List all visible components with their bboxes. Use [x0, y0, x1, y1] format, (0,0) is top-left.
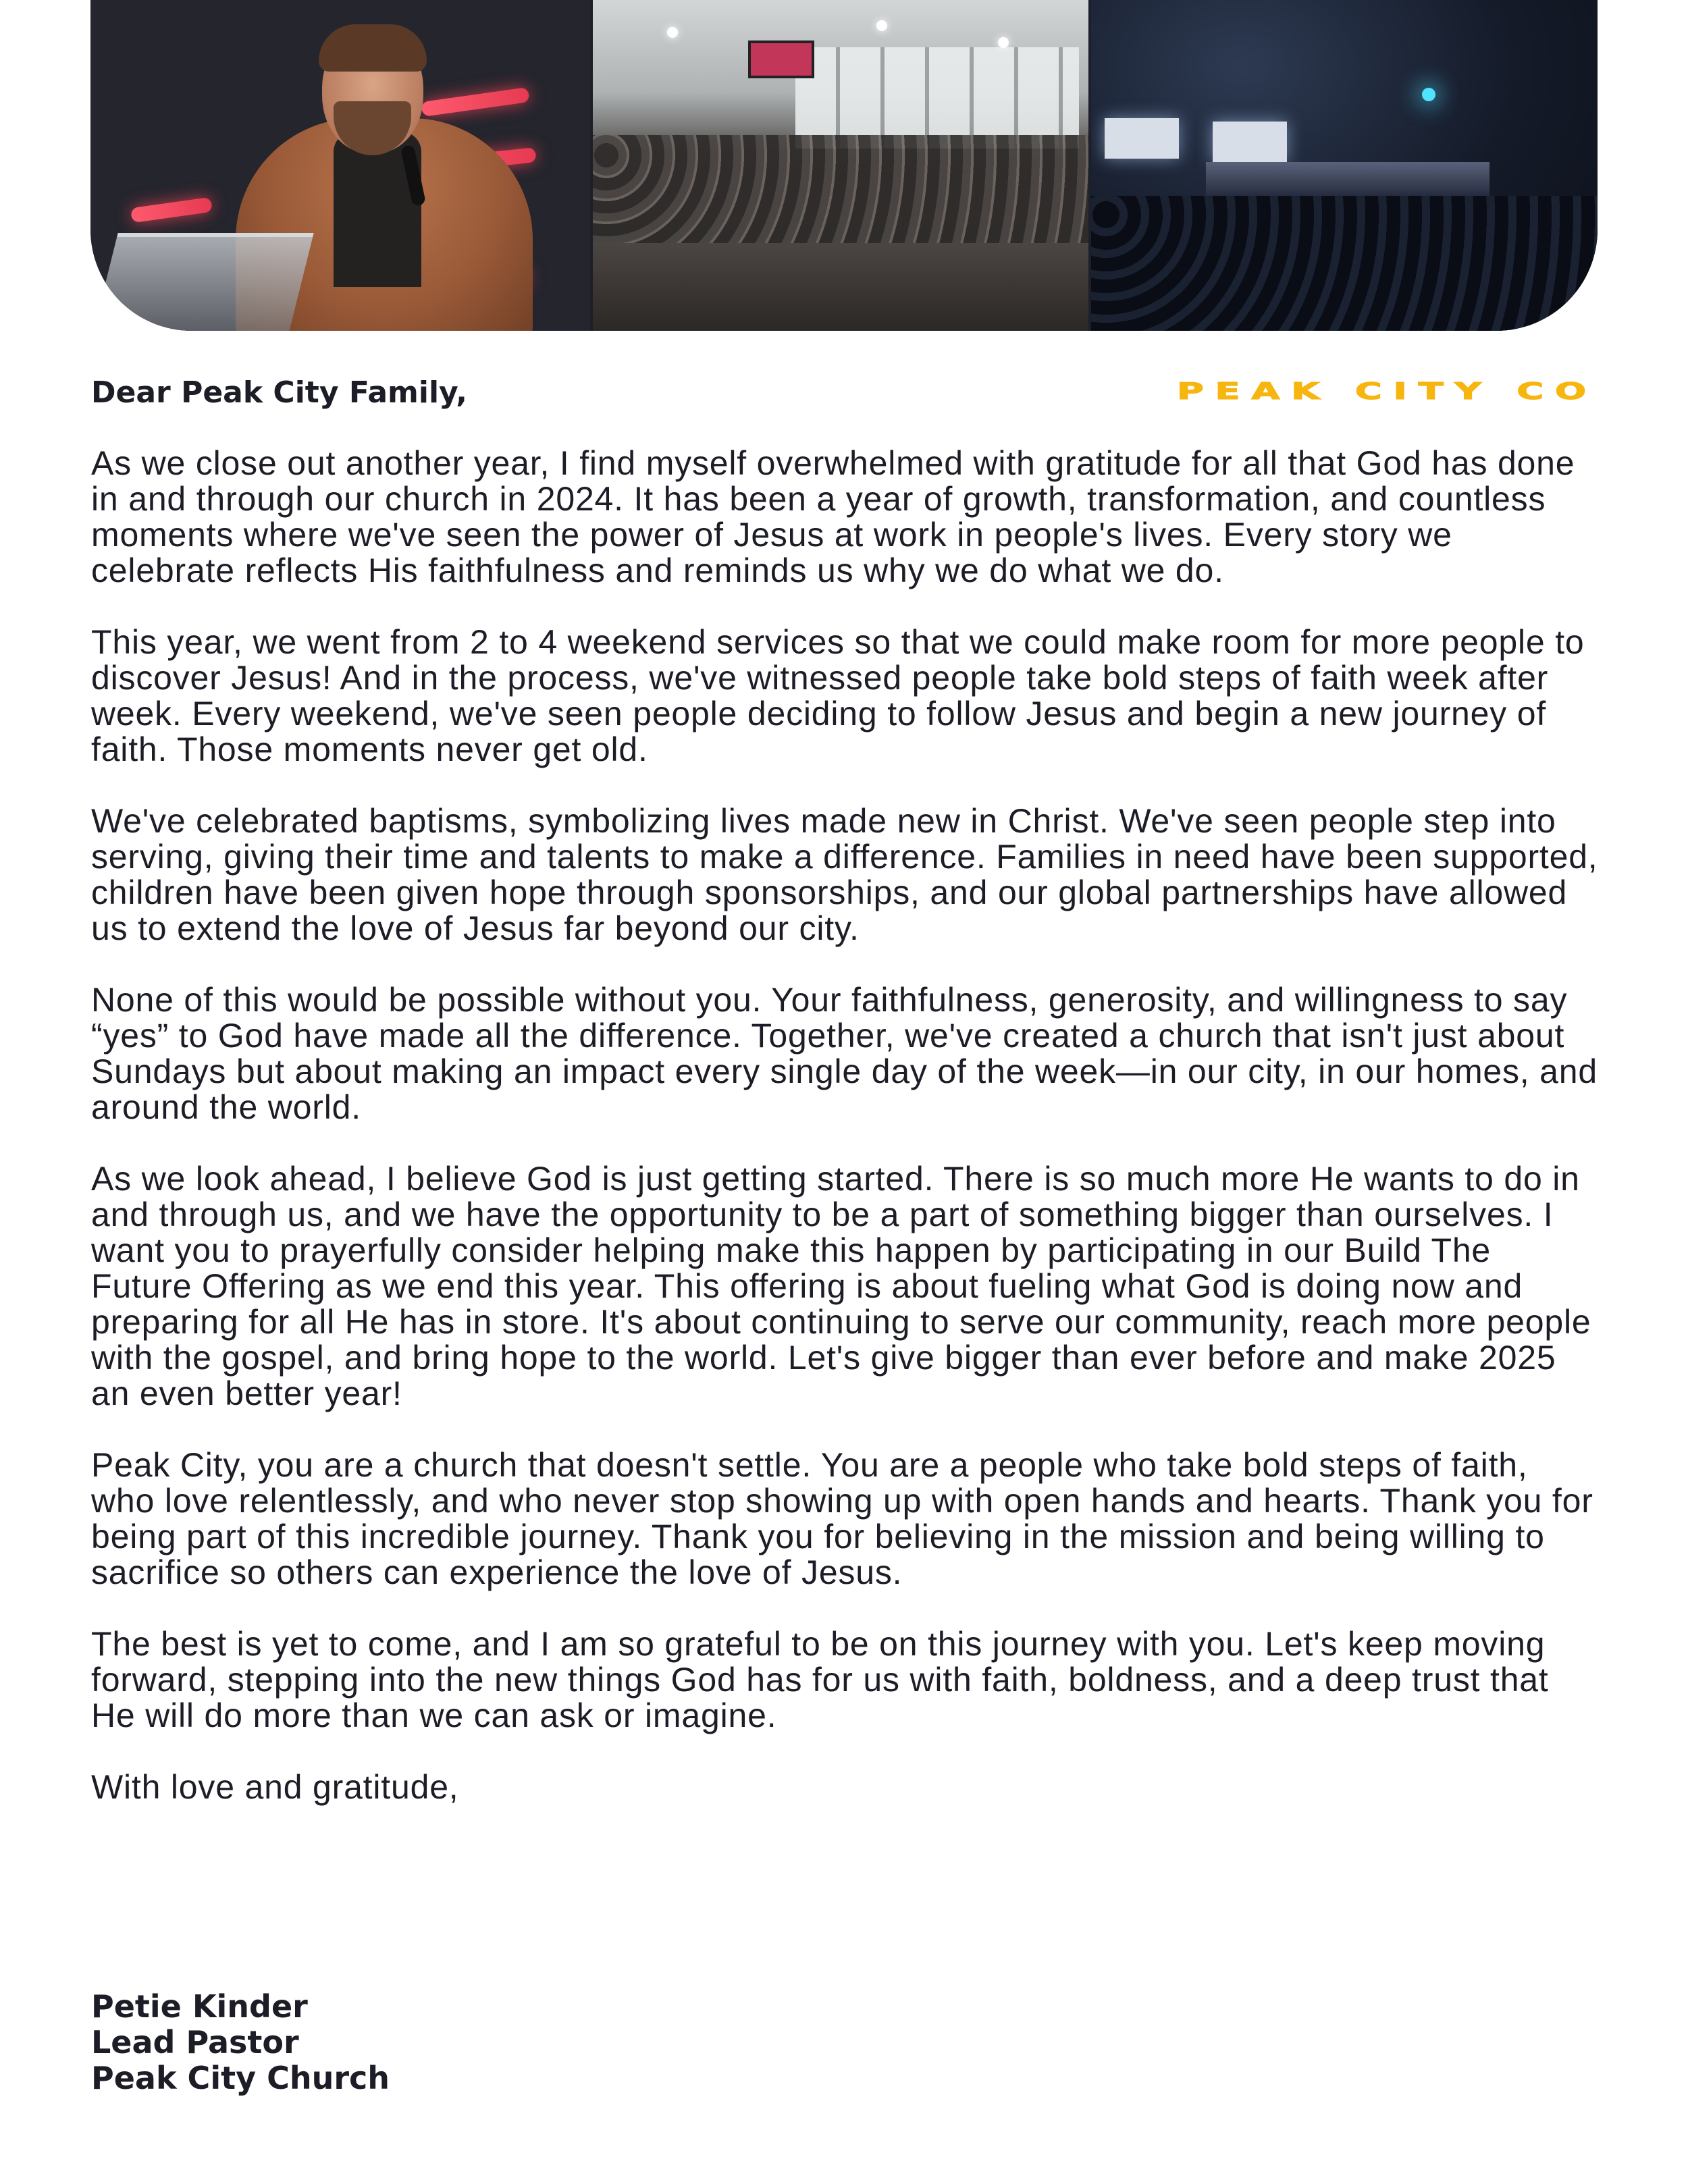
- stage-light: [1422, 88, 1435, 101]
- church-logo: PEAK CITY CO: [1177, 377, 1598, 405]
- letter-paragraph: The best is yet to come, and I am so grateful to be on this journey with you. Let's keep moving forward, stepping into the new things God has for us with faith, boldness, and a deep trust that He will do more than we can ask or imagine.: [91, 1625, 1549, 1734]
- signature-title: Lead Pastor: [91, 2024, 299, 2060]
- letter-greeting: Dear Peak City Family,: [91, 375, 468, 410]
- letter-paragraph: This year, we went from 2 to 4 weekend services so that we could make room for more people to discover Jesus! And in the process, we've witnessed people take bold steps of faith week after week. Every weekend, we've seen people deciding to follow Jesus and begin a new journey of faith. Those moments never get old.: [91, 623, 1585, 768]
- letter-paragraph: We've celebrated baptisms, symbolizing lives made new in Christ. We've seen people step into serving, giving their time and talents to make a difference. Families in need have been supported, children have been given hope through sponsorships, and our global partnerships have allowed us to extend the love of Jesus far beyond our city.: [91, 802, 1598, 947]
- pastor-speaking-photo: [90, 0, 590, 331]
- signature-organization: Peak City Church: [91, 2060, 390, 2096]
- letter-paragraph: As we look ahead, I believe God is just getting started. There is so much more He wants to do in and through us, and we have the opportunity to be a part of something bigger than ourselves. I want you to prayerfully consider helping make this happen by participating in our Build The Future Offering as we end this year. This offering is about fueling what God is doing now and preparing for all He has in store. It's about continuing to serve our community, reach more people with the gospel, and bring hope to the world. Let's give bigger than ever before and make 2025 an even better year!: [91, 1160, 1591, 1412]
- signature-name: Petie Kinder: [91, 1988, 308, 2025]
- audience: [1091, 196, 1598, 331]
- letter-paragraph: As we close out another year, I find myself overwhelmed with gratitude for all that God has done in and through our church in 2024. It has been a year of growth, transformation, and countless moments where we've seen the power of Jesus at work in people's lives. Every story we celebrate reflects His faithfulness and reminds us why we do what we do.: [91, 444, 1575, 589]
- side-screen: [1105, 118, 1179, 159]
- stage-screen: [1213, 122, 1287, 162]
- photo-banner: [90, 0, 1598, 331]
- speaker-hair: [319, 24, 427, 72]
- lobby-floor: [593, 243, 1088, 331]
- letter-body: [91, 446, 1598, 1841]
- podium: [90, 233, 314, 331]
- worship-service-photo: [1091, 0, 1598, 331]
- lobby-windows: [795, 47, 1079, 149]
- ceiling-light: [876, 20, 887, 31]
- neon-light-bar: [130, 197, 213, 223]
- letter-paragraph: Peak City, you are a church that doesn't settle. You are a people who take bold steps of faith, who love relentlessly, and who never stop showing up with open hands and hearts. Thank you for being part of this incredible journey. Thank you for believing in the mission and being willing to sacrifice so others can experience the love of Jesus.: [91, 1446, 1593, 1591]
- ceiling-light: [667, 27, 678, 38]
- letter-paragraph: None of this would be possible without you. Your faithfulness, generosity, and willingness to say “yes” to God have made all the difference. Together, we've created a church that isn't just about Sundays but about making an impact every single day of the week—in our city, in our homes, and around the world.: [91, 981, 1598, 1126]
- neon-light-bar: [421, 87, 530, 117]
- church-lobby-crowd-photo: [593, 0, 1088, 331]
- letter-closing: With love and gratitude,: [91, 1768, 459, 1806]
- ceiling-light: [998, 37, 1009, 48]
- signature-block: [91, 1989, 390, 2096]
- lobby-screen: [748, 41, 814, 78]
- lobby-crowd: [593, 135, 1088, 257]
